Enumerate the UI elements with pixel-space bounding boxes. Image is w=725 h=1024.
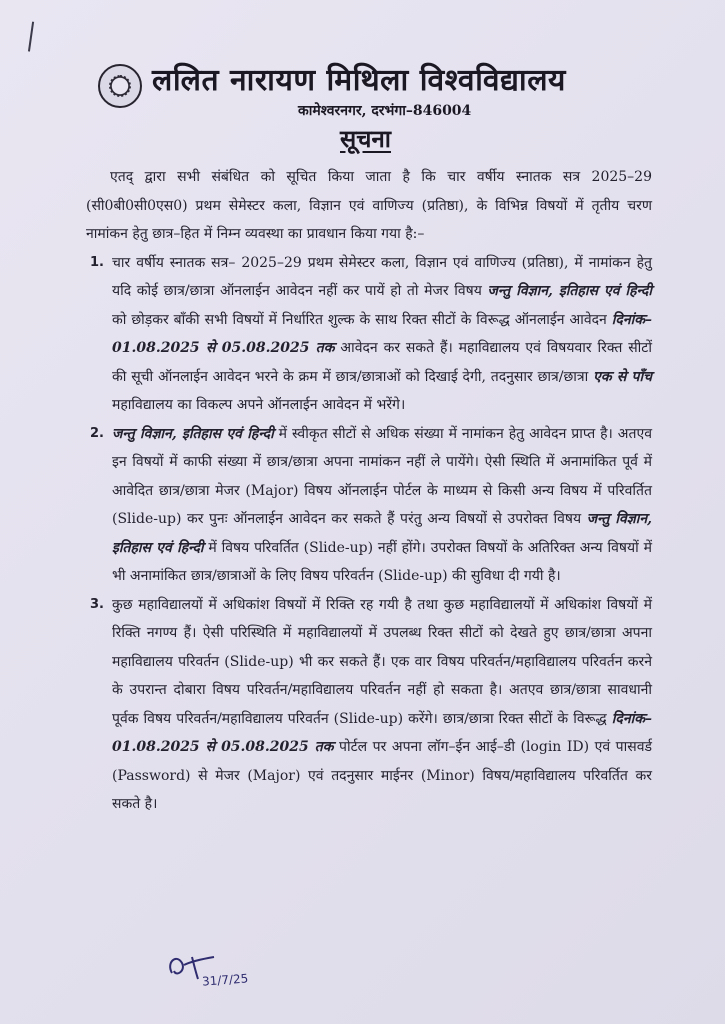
signature-date: 31/7/25 bbox=[201, 971, 249, 989]
highlight-subjects: जन्तु विज्ञान, इतिहास एवं हिन्दी bbox=[487, 283, 652, 299]
notice-points bbox=[90, 249, 653, 819]
pen-mark bbox=[28, 22, 40, 53]
point-text: पोर्टल पर अपना लॉग–ईन आई–डी (login ID) एवं पासवर्ड (Password) से मेजर (Major) एवं तदनुसार माईनर (Minor) विषय/महाविद्यालय परिवर्तित कर सकते है। bbox=[112, 739, 652, 812]
university-seal-icon bbox=[98, 64, 142, 108]
point-text: में विषय परिवर्तित (Slide-up) नहीं होंगे। उपरोक्त विषयों के अतिरिक्त अन्य विषयों में भी अनामांकित छात्र/छात्राओं के लिए विषय परिवर्तन (Slide-up) की सुविधा दी गयी है। bbox=[112, 539, 653, 584]
point-text: कुछ महाविद्यालयों में अधिकांश विषयों में रिक्ति रह गयी है तथा कुछ महाविद्यालयों में अधिकांश विषयों में रिक्ति नगण्य हैं। ऐसी परिस्थिति में महाविद्यालयों में उपलब्ध रिक्त सीटों को देखते हुए छात्र/छात्रा अपना महाविद्यालय परिवर्तन (Slide-up) भी कर सकते हैं। एक वार विषय परिवर्तन/महाविद्यालय परिवर्तन करने के उपरान्त दोबारा विषय परिवर्तन/महाविद्यालय परिवर्तन नहीं हो सकता है। अतएव छात्र/छात्रा सावधानी पूर्वक विषय परिवर्तन/महाविद्यालय परिवर्तन (Slide-up) करेंगे। छात्र/छात्रा रिक्त सीटों के विरूद्ध bbox=[112, 596, 652, 727]
point-number: 3. bbox=[90, 596, 104, 612]
highlight-dates: दिनांक– 01.08.2025 से 05.08.2025 तक bbox=[112, 710, 652, 755]
point-text: महाविद्यालय का विकल्प अपने ऑनलाईन आवेदन में भरेंगे। bbox=[112, 397, 406, 413]
intro-paragraph: एतद् द्वारा सभी संबंधित को सूचित किया जाता है कि चार वर्षीय स्नातक सत्र 2025–29 (सी0बी0सी0एस0) प्रथम सेमेस्टर कला, विज्ञान एवं वाणिज्य (प्रतिष्ठा), के विभिन्न विषयों में तृतीय चरण नामांकन हेतु छात्र–हित में निम्न व्यवस्था का प्रावधान किया गया है:– bbox=[86, 169, 652, 242]
notice-title: सूचना bbox=[340, 124, 391, 153]
highlight-subjects: जन्तु विज्ञान, इतिहास एवं हिन्दी bbox=[112, 511, 652, 556]
university-address: कामेश्वरनगर, दरभंगा–846004 bbox=[298, 103, 472, 119]
highlight-subjects: जन्तु विज्ञान, इतिहास एवं हिन्दी bbox=[112, 425, 274, 442]
point-2 bbox=[90, 420, 653, 591]
highlight-choices: एक से पाँच bbox=[593, 368, 652, 385]
point-number: 2. bbox=[90, 425, 104, 441]
point-number: 1. bbox=[90, 254, 104, 270]
point-text: को छोड़कर बाँकी सभी विषयों में निर्धारित शुल्क के साथ रिक्त सीटों के विरूद्ध ऑनलाईन आवेदन bbox=[112, 311, 612, 328]
point-3 bbox=[90, 591, 652, 819]
university-name: ललित नारायण मिथिला विश्वविद्यालय bbox=[152, 63, 566, 98]
point-1 bbox=[90, 249, 652, 420]
point-text: में स्वीकृत सीटों से अधिक संख्या में नामांकन हेतु आवेदन प्राप्त है। अतएव इन विषयों में काफी संख्या में छात्र/छात्रा अपना नामांकन नहीं ले पायेंगे। ऐसी स्थिति में अनामांकित पूर्व में आवेदित छात्र/छात्रा मेजर (Major) विषय ऑनलाईन पोर्टल के माध्यम से किसी अन्य विषय में परिवर्तित (Slide-up) कर पुनः ऑनलाईन आवेदन कर सकते हैं परंतु अन्य विषयों से उपरोक्त विषय bbox=[112, 425, 652, 527]
point-text: आवेदन कर सकते हैं। महाविद्यालय एवं विषयवार रिक्त सीटों की सूची ऑनलाईन आवेदन भरने के क्रम में छात्र/छात्राओं को दिखाई देगी, तदनुसार छात्र/छात्रा bbox=[112, 340, 652, 385]
point-text: चार वर्षीय स्नातक सत्र– 2025–29 प्रथम सेमेस्टर कला, विज्ञान एवं वाणिज्य (प्रतिष्ठा), में नामांकन हेतु यदि कोई छात्र/छात्रा ऑनलाईन आवेदन नहीं कर पायें हो तो मेजर विषय bbox=[112, 254, 652, 299]
highlight-dates: दिनांक– 01.08.2025 से 05.08.2025 तक bbox=[112, 311, 652, 356]
notice-body bbox=[86, 163, 653, 819]
